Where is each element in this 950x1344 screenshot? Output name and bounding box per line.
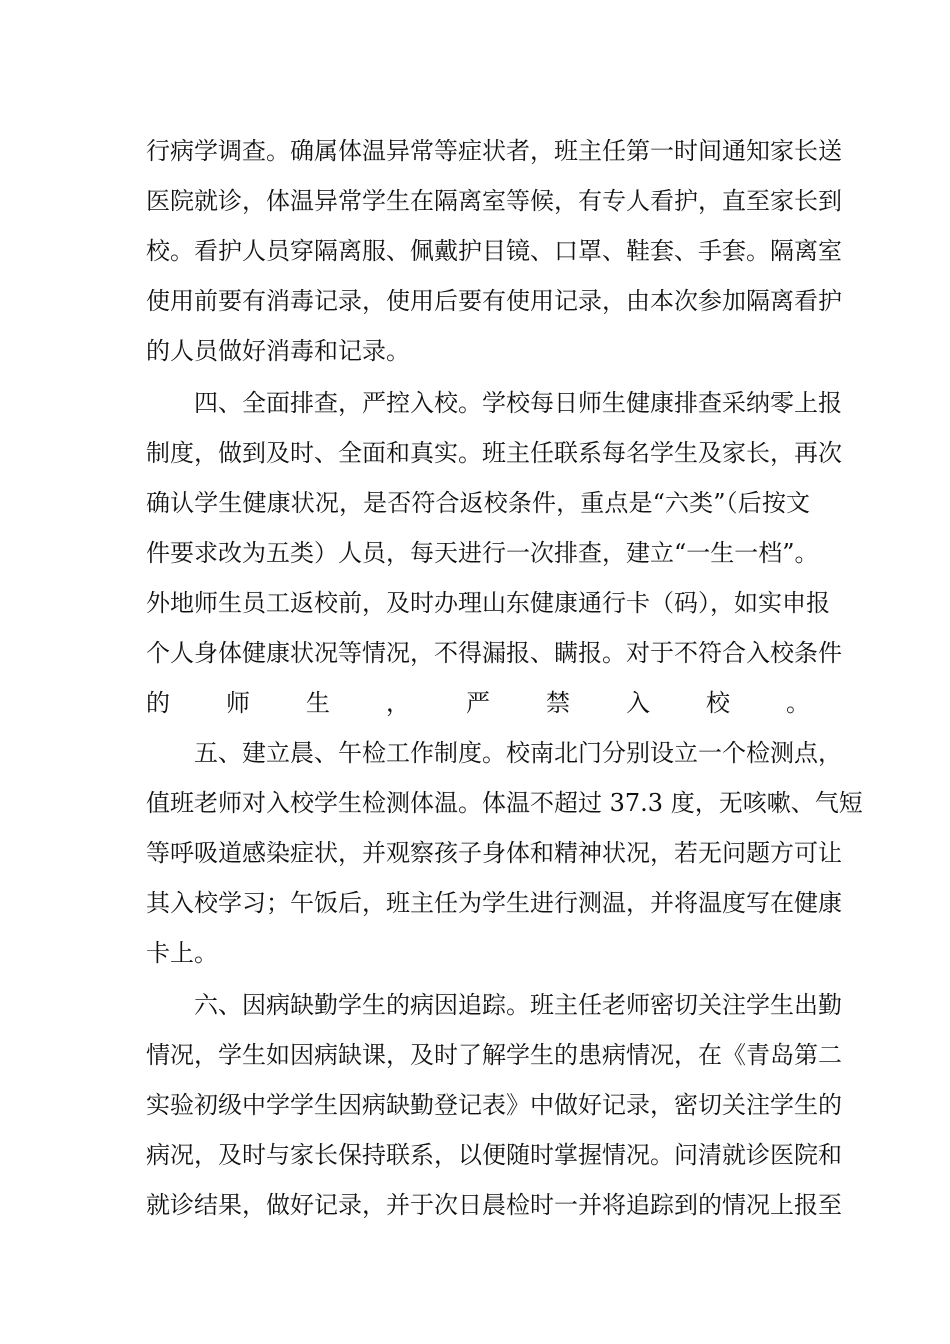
text-line: 四、全面排查，严控入校。学校每日师生健康排查采纳零上报 (194, 389, 842, 417)
text-line: 值班老师对入校学生检测体温。体温不超过 37.3 度，无咳嗽、气短 (146, 789, 863, 817)
text-line: 卡上。 (146, 939, 218, 967)
text-line: 确认学生健康状况，是否符合返校条件，重点是“六类”（后按文 (146, 489, 810, 517)
paragraph-section-six (146, 980, 842, 1230)
text-line: 实验初级中学学生因病缺勤登记表》中做好记录，密切关注学生的 (146, 1091, 842, 1119)
text-line: 其入校学习；午饭后，班主任为学生进行测温，并将温度写在健康 (146, 889, 842, 917)
text-line: 外地师生员工返校前，及时办理山东健康通行卡（码），如实申报 (146, 589, 830, 617)
paragraph-isolation-continued (146, 126, 842, 376)
text-line: 情况，学生如因病缺课，及时了解学生的患病情况，在《青岛第二 (146, 1041, 842, 1069)
text-line: 校。看护人员穿隔离服、佩戴护目镜、口罩、鞋套、手套。隔离室 (146, 237, 842, 265)
text-line: 六、因病缺勤学生的病因追踪。班主任老师密切关注学生出勤 (194, 991, 842, 1019)
text-line: 等呼吸道感染症状，并观察孩子身体和精神状况，若无问题方可让 (146, 839, 842, 867)
paragraph-section-four (146, 378, 842, 778)
text-line: 的师生，严禁入校。 (146, 689, 810, 717)
paragraph-section-five (146, 728, 863, 978)
text-line: 使用前要有消毒记录，使用后要有使用记录，由本次参加隔离看护 (146, 287, 842, 315)
text-line: 的人员做好消毒和记录。 (146, 337, 410, 365)
text-line: 件要求改为五类）人员，每天进行一次排查，建立“一生一档”。 (146, 539, 819, 567)
text-line: 行病学调查。确属体温异常等症状者，班主任第一时间通知家长送 (146, 137, 842, 165)
text-line: 医院就诊，体温异常学生在隔离室等候，有专人看护，直至家长到 (146, 187, 842, 215)
text-line: 就诊结果，做好记录，并于次日晨检时一并将追踪到的情况上报至 (146, 1191, 842, 1219)
text-line: 制度，做到及时、全面和真实。班主任联系每名学生及家长，再次 (146, 439, 842, 467)
text-line: 个人身体健康状况等情况，不得漏报、瞒报。对于不符合入校条件 (146, 639, 842, 667)
text-line: 病况，及时与家长保持联系，以便随时掌握情况。问清就诊医院和 (146, 1141, 842, 1169)
text-line: 五、建立晨、午检工作制度。校南北门分别设立一个检测点， (194, 739, 842, 767)
